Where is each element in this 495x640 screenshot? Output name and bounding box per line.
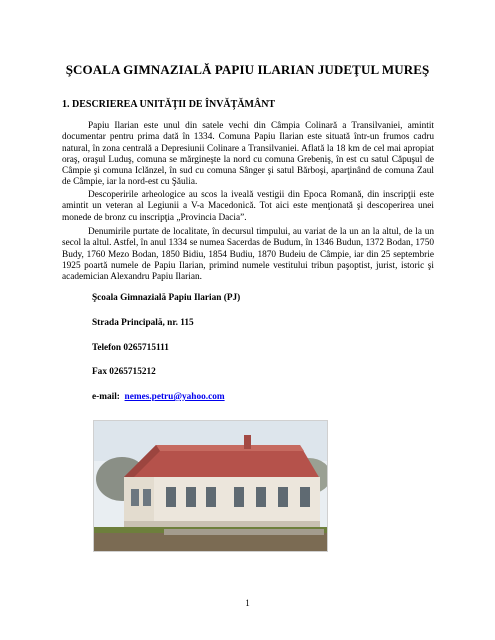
- school-fax: Fax 0265715212: [92, 367, 156, 377]
- school-name: Şcoala Gimnazială Papiu Ilarian (PJ): [92, 293, 241, 303]
- paragraph-2-text: Descoperirile arheologice au scos la iveală vestigii din Epoca Romană, din inscripţii este amintit un veteran al Legiunii a V-a Macedonică. Tot aici este menţionată şi descoperirea unei monede de bronz cu inscripţia „Provincia Dacia”.: [62, 190, 434, 223]
- paragraph-names: [62, 227, 434, 283]
- paragraph-history: [62, 121, 434, 189]
- school-building-photo: [93, 420, 328, 552]
- section-heading: 1. DESCRIEREA UNITĂŢII DE ÎNVĂŢĂMÂNT: [62, 99, 276, 110]
- school-email-line: [92, 392, 225, 402]
- paragraph-3-text: Denumirile purtate de localitate, în decursul timpului, au variat de la un an la altul, de la un secol la altul. Astfel, în anul 1334 se numea Sacerdas de Budum, în 1346 Budun, 1372 Bodan, 1750 Budy, 1760 Mezo Bodan, 1850 Bidiu, 1854 Budiu, 1870 Budeiu de Câmpie, iar din 25 septembrie 1925 poartă numele de Papiu Ilarian, primind numele vestitului tribun paşoptist, jurist, istoric şi academician Alexandru Papiu Ilarian.: [62, 227, 434, 283]
- page-number: 1: [245, 598, 250, 608]
- school-phone: Telefon 0265715111: [92, 343, 169, 353]
- document-title: ŞCOALA GIMNAZIALĂ PAPIU ILARIAN JUDEŢUL MUREŞ: [65, 62, 430, 77]
- email-label: e-mail:: [92, 392, 120, 402]
- email-link[interactable]: nemes.petru@yahoo.com: [124, 392, 225, 402]
- paragraph-1-text: Papiu Ilarian este unul din satele vechi din Câmpia Colinară a Transilvaniei, amintit documentar pentru prima dată în 1334. Comuna Papiu Ilarian este situată într-un frumos cadru natural, în zona centrală a Depresiunii Colinare a Transilvaniei. Aflată la 18 km de cel mai apropiat oraş, oraşul Luduş, comuna se mărgineşte la nord cu comuna Grebeniş, în est cu satul Căpuşul de Câmpie şi comuna Iclănzel, în sud cu comuna Sânger şi satul Bărboşi, aparţinând de comuna Zaul de Câmpie, iar la nord-est cu Şăulia.: [62, 121, 434, 188]
- school-address: Strada Principală, nr. 115: [92, 318, 194, 328]
- school-building-illustration: [94, 421, 327, 551]
- paragraph-archaeology: [62, 190, 434, 224]
